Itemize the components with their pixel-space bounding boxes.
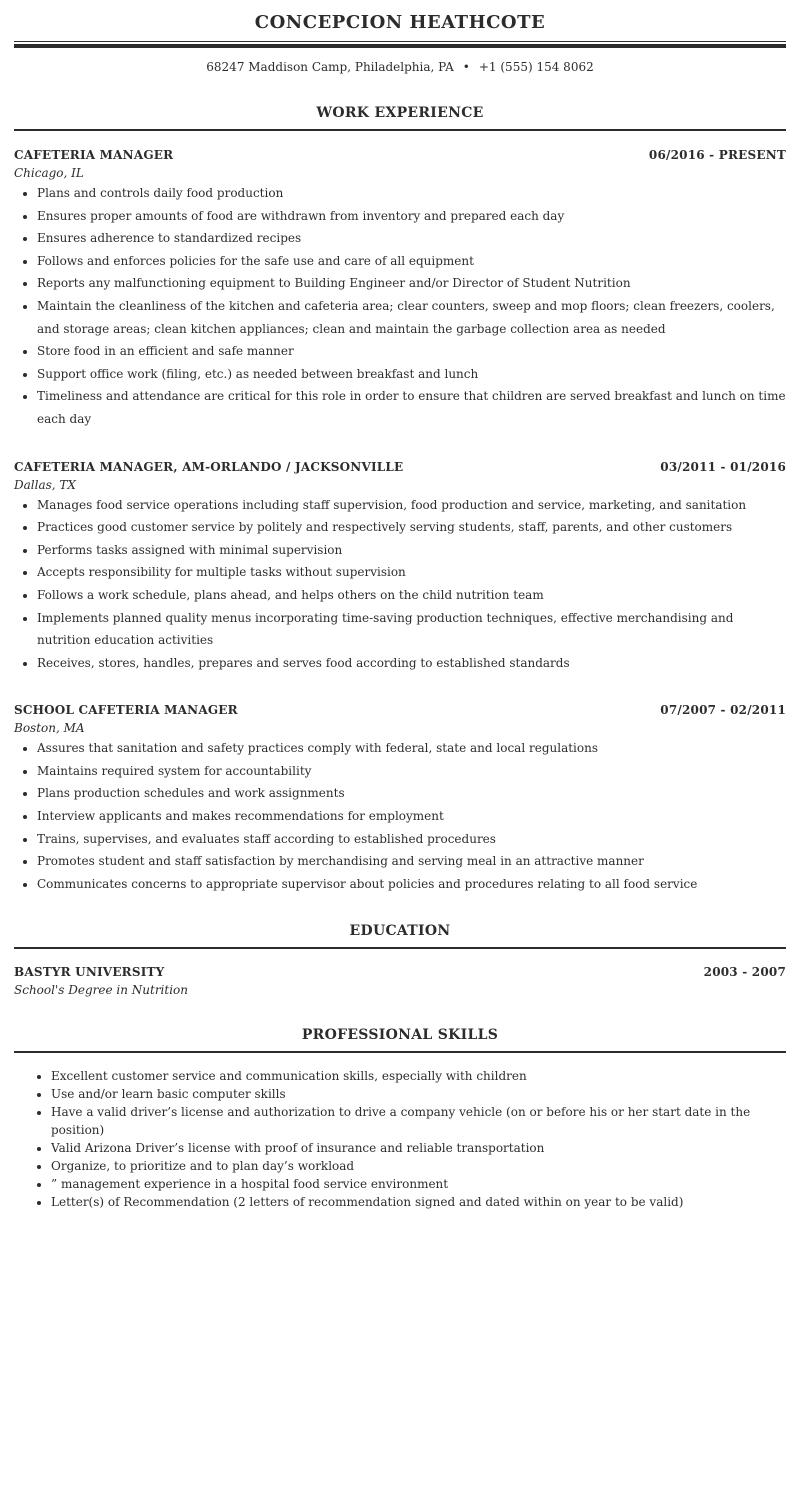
job-bullet: • Receives, stores, handles, prepares and serves food according to established standards (37, 652, 786, 675)
job-bullet: • Follows and enforces policies for the safe use and care of all equipment (37, 250, 786, 273)
job-bullet: • Ensures adherence to standardized recipes (37, 227, 786, 250)
skills-list (14, 1067, 786, 1211)
contact-separator: • (462, 60, 470, 74)
job-bullet: • Interview applicants and makes recommendations for employment (37, 805, 786, 828)
job-bullet: • Maintains required system for accountability (37, 760, 786, 783)
contact-address: 68247 Maddison Camp, Philadelphia, PA (206, 60, 454, 74)
name-divider-thick (14, 44, 786, 48)
job-header (14, 458, 786, 476)
skills-divider (14, 1051, 786, 1053)
job-bullet: • Practices good customer service by politely and respectively serving students, staff, parents, and other customers (37, 516, 786, 539)
job-bullets (14, 737, 786, 895)
job-bullet: • Communicates concerns to appropriate supervisor about policies and procedures relating to all food service (37, 873, 786, 896)
job-title: CAFETERIA MANAGER (14, 148, 174, 162)
job-title: SCHOOL CAFETERIA MANAGER (14, 703, 238, 718)
job-header (14, 701, 786, 719)
job-bullet: • Promotes student and staff satisfaction by merchandising and serving meal in an attractive manner (37, 850, 786, 873)
skill-item: • Excellent customer service and communication skills, especially with children (51, 1067, 786, 1085)
job-bullet: • Support office work (filing, etc.) as needed between breakfast and lunch (37, 363, 786, 386)
job-location: Dallas, TX (14, 477, 76, 492)
job-bullet: • Performs tasks assigned with minimal supervision (37, 539, 786, 562)
education-divider (14, 947, 786, 949)
work-experience-divider (14, 129, 786, 131)
job-bullet: • Reports any malfunctioning equipment to Building Engineer and/or Director of Student Nutrition (37, 272, 786, 295)
education-header (14, 963, 786, 981)
job-bullet: • Implements planned quality menus incorporating time-saving production techniques, effective merchandising and nutrition education activities (37, 607, 786, 652)
education-dates: 2003 - 2007 (703, 965, 786, 980)
job-dates: 06/2016 - PRESENT (648, 148, 786, 162)
job-bullet: • Follows a work schedule, plans ahead, and helps others on the child nutrition team (37, 584, 786, 607)
job-bullets (14, 182, 786, 431)
skill-item: • Use and/or learn basic computer skills (51, 1085, 786, 1103)
job-bullet: • Accepts responsibility for multiple tasks without supervision (37, 561, 786, 584)
candidate-name: CONCEPCION HEATHCOTE (254, 12, 546, 33)
job-dates: 07/2007 - 02/2011 (660, 703, 786, 718)
job-bullets (14, 494, 786, 675)
job-location: Chicago, IL (14, 166, 84, 180)
school-name: BASTYR UNIVERSITY (14, 965, 165, 980)
job-bullet: • Store food in an efficient and safe manner (37, 340, 786, 363)
job-bullet: • Ensures proper amounts of food are withdrawn from inventory and prepared each day (37, 205, 786, 228)
contact-phone: +1 (555) 154 8062 (478, 60, 594, 74)
job-bullet: • Timeliness and attendance are critical for this role in order to ensure that children are served breakfast and lunch on time each day (37, 385, 786, 430)
job-location: Boston, MA (14, 721, 85, 736)
education-title: EDUCATION (349, 923, 451, 940)
job-bullet: • Maintain the cleanliness of the kitchen and cafeteria area; clear counters, sweep and mop floors; clean freezers, coolers, and storage areas; clean kitchen appliances; clean and maintain the garbage collection area as needed (37, 295, 786, 340)
name-divider (14, 41, 786, 48)
job-title: CAFETERIA MANAGER, AM-ORLANDO / JACKSONVILLE (14, 459, 404, 474)
work-experience-section (14, 103, 786, 895)
skill-item: • Organize, to prioritize and to plan day’s workload (51, 1157, 786, 1175)
skill-item: • Letter(s) of Recommendation (2 letters of recommendation signed and dated within on year to be valid) (51, 1193, 786, 1211)
education-entry (14, 963, 786, 999)
job-entry (14, 701, 786, 895)
job-bullet: • Plans and controls daily food production (37, 182, 786, 205)
job-bullet: • Plans production schedules and work assignments (37, 782, 786, 805)
skills-section (14, 1025, 786, 1211)
job-bullet: • Trains, supervises, and evaluates staff according to established procedures (37, 828, 786, 851)
education-section (14, 921, 786, 999)
contact-line (14, 59, 786, 75)
job-entry (14, 146, 786, 431)
work-experience-title: WORK EXPERIENCE (316, 105, 484, 121)
job-dates: 03/2011 - 01/2016 (660, 459, 786, 474)
skill-item: • Valid Arizona Driver’s license with proof of insurance and reliable transportation (51, 1139, 786, 1157)
skill-item: • Have a valid driver’s license and authorization to drive a company vehicle (on or before his or her start date in the position) (51, 1103, 786, 1139)
job-entry (14, 458, 786, 675)
resume-page (14, 0, 786, 1211)
skill-item: • ” management experience in a hospital food service environment (51, 1175, 786, 1193)
skills-title: PROFESSIONAL SKILLS (301, 1027, 499, 1044)
job-header (14, 146, 786, 164)
job-bullet: • Assures that sanitation and safety practices comply with federal, state and local regulations (37, 737, 786, 760)
name-divider-thin (14, 41, 786, 42)
job-bullet: • Manages food service operations including staff supervision, food production and service, marketing, and sanitation (37, 494, 786, 517)
degree: School's Degree in Nutrition (14, 983, 189, 998)
